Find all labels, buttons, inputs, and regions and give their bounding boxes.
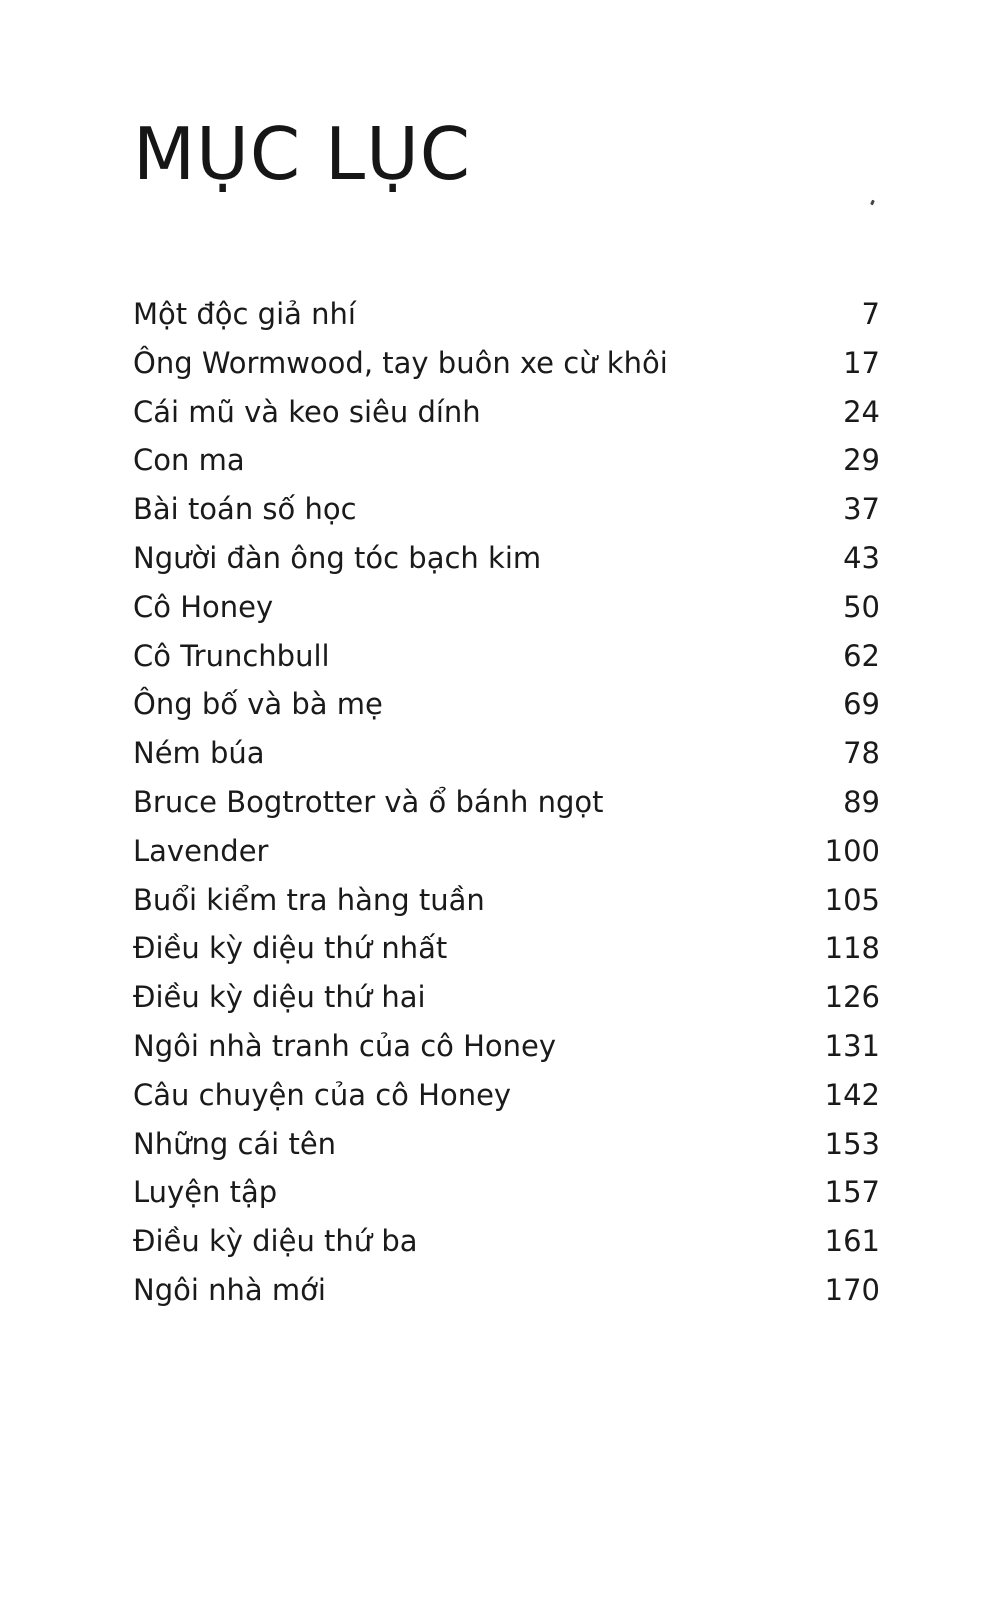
toc-entry xyxy=(133,1168,880,1217)
toc-entry-page: 50 xyxy=(843,589,880,624)
toc-entry-title: Người đàn ông tóc bạch kim xyxy=(133,540,542,575)
scan-speck xyxy=(870,200,875,206)
toc-entry xyxy=(133,534,880,583)
toc-entry-title: Bruce Bogtrotter và ổ bánh ngọt xyxy=(133,784,604,819)
toc-entry xyxy=(133,339,880,388)
toc-entry xyxy=(133,680,880,729)
toc-entry xyxy=(133,827,880,876)
toc-entry-title: Điều kỳ diệu thứ ba xyxy=(133,1224,418,1259)
toc-entry-title: Cô Trunchbull xyxy=(133,638,330,673)
toc-entry-page: 142 xyxy=(824,1077,880,1112)
toc-entry-title: Những cái tên xyxy=(133,1126,337,1161)
toc-entry-page: 43 xyxy=(843,540,880,575)
toc-entry-title: Luyện tập xyxy=(133,1175,278,1210)
toc-entry-page: 153 xyxy=(824,1126,880,1161)
toc-entry xyxy=(133,583,880,632)
toc-entry-page: 89 xyxy=(843,784,880,819)
toc-entry-page: 78 xyxy=(843,736,880,771)
toc-entry xyxy=(133,1217,880,1266)
toc-entry-page: 126 xyxy=(824,980,880,1015)
toc-entry-title: Bài toán số học xyxy=(133,492,357,527)
toc-entry xyxy=(133,436,880,485)
toc-entry xyxy=(133,632,880,681)
toc-entry xyxy=(133,1071,880,1120)
toc-entry-page: 170 xyxy=(824,1272,880,1307)
toc-entry xyxy=(133,1120,880,1169)
toc-entry-page: 37 xyxy=(843,492,880,527)
toc-entry xyxy=(133,924,880,973)
toc-entry xyxy=(133,778,880,827)
toc-entry xyxy=(133,973,880,1022)
toc-entry-title: Lavender xyxy=(133,833,269,868)
toc-entry-title: Buổi kiểm tra hàng tuần xyxy=(133,882,485,917)
toc-entry-page: 62 xyxy=(843,638,880,673)
toc-entry xyxy=(133,729,880,778)
toc-entry-page: 7 xyxy=(861,297,880,331)
toc-entry-page: 118 xyxy=(824,931,880,966)
toc-entry-page: 157 xyxy=(824,1175,880,1210)
toc-entry-title: Điều kỳ diệu thứ nhất xyxy=(133,931,448,966)
toc-entry xyxy=(133,485,880,534)
toc-entry-title: Cái mũ và keo siêu dính xyxy=(133,394,481,429)
toc-entry xyxy=(133,876,880,925)
toc-entry-title: Ông Wormwood, tay buôn xe cừ khôi xyxy=(133,345,668,380)
toc-entry-title: Ông bố và bà mẹ xyxy=(133,687,383,722)
toc-entry xyxy=(133,290,880,339)
toc-entry-page: 100 xyxy=(824,833,880,868)
toc-entry-page: 24 xyxy=(843,394,880,429)
toc-entry xyxy=(133,1266,880,1315)
toc-entry-title: Điều kỳ diệu thứ hai xyxy=(133,980,426,1015)
toc-entry-title: Con ma xyxy=(133,443,245,478)
toc-entry xyxy=(133,1022,880,1071)
page-title: MỤC LỤC xyxy=(133,112,472,196)
toc-entry-title: Câu chuyện của cô Honey xyxy=(133,1077,512,1112)
toc-entry-page: 161 xyxy=(824,1224,880,1259)
toc-entry-page: 29 xyxy=(843,443,880,478)
toc-entry-page: 69 xyxy=(843,687,880,722)
toc-entry-title: Ngôi nhà mới xyxy=(133,1272,326,1307)
toc-entry-title: Ném búa xyxy=(133,736,265,771)
toc-entry-page: 105 xyxy=(824,882,880,917)
table-of-contents xyxy=(133,290,880,1315)
toc-entry-title: Ngôi nhà tranh của cô Honey xyxy=(133,1028,557,1063)
toc-entry-title: Cô Honey xyxy=(133,589,274,624)
toc-entry-page: 131 xyxy=(824,1028,880,1063)
toc-entry-page: 17 xyxy=(843,345,880,380)
toc-entry xyxy=(133,388,880,437)
toc-entry-title: Một độc giả nhí xyxy=(133,297,356,331)
